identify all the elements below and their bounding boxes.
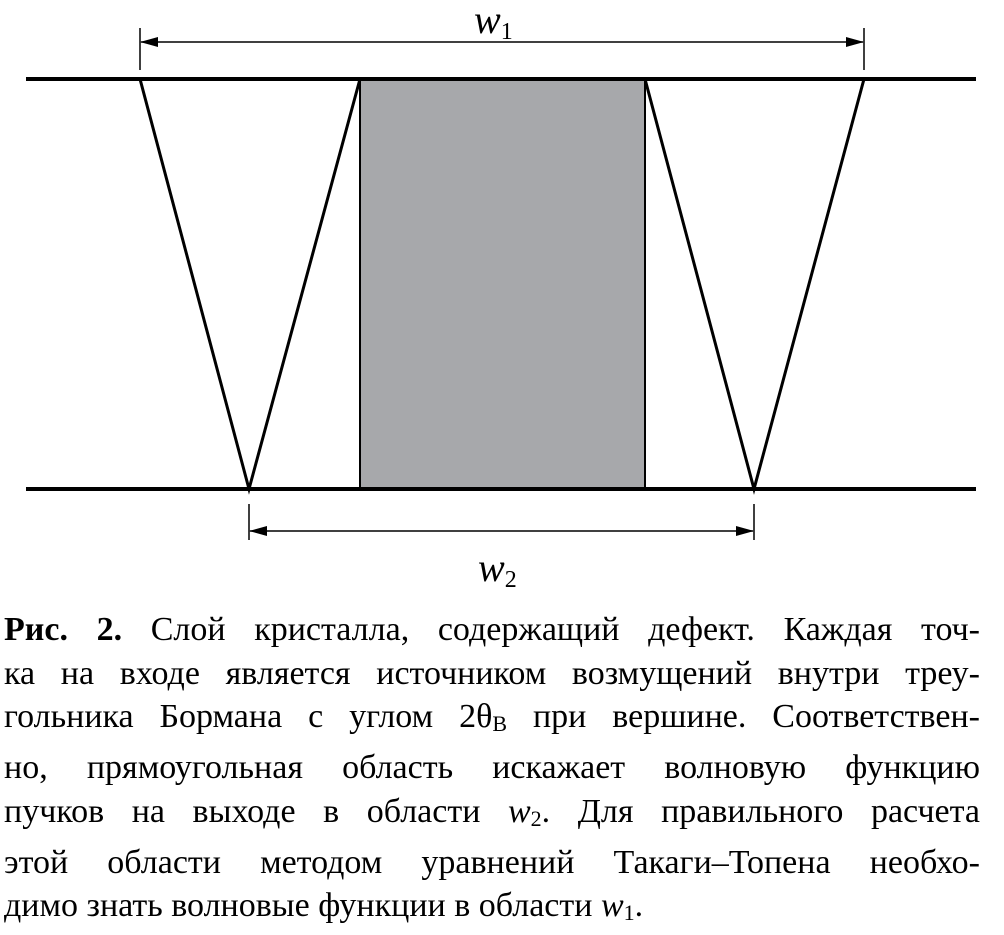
- caption-line: Рис. 2. Слой кристалла, содержащий дефект. Каждая точ-: [4, 611, 981, 648]
- caption-line: димо знать волновые функции в области $w_1$.: [4, 887, 644, 926]
- caption-line: этой области методом уравнений Такаги–Топена необхо-: [4, 843, 980, 881]
- w1-label: $w_1$: [474, 0, 513, 45]
- borrmann-triangle-left: [140, 79, 360, 489]
- caption-line: ка на входе является источником возмущений внутри треу-: [4, 654, 980, 692]
- borrmann-triangle-right: [645, 79, 864, 489]
- caption-line: пучков на выходе в области $w_2$. Для правильного расчета: [4, 792, 980, 831]
- figure-caption: [4, 608, 980, 935]
- figure-label: Рис. 2.: [4, 611, 123, 648]
- caption-line: гольника Бормана с углом $2\theta_B$ при вершине. Соответствен-: [4, 698, 980, 737]
- w2-label: $w_2$: [478, 545, 517, 593]
- caption-line: но, прямоугольная область искажает волновую функцию: [4, 749, 980, 787]
- defect-region: [360, 79, 645, 489]
